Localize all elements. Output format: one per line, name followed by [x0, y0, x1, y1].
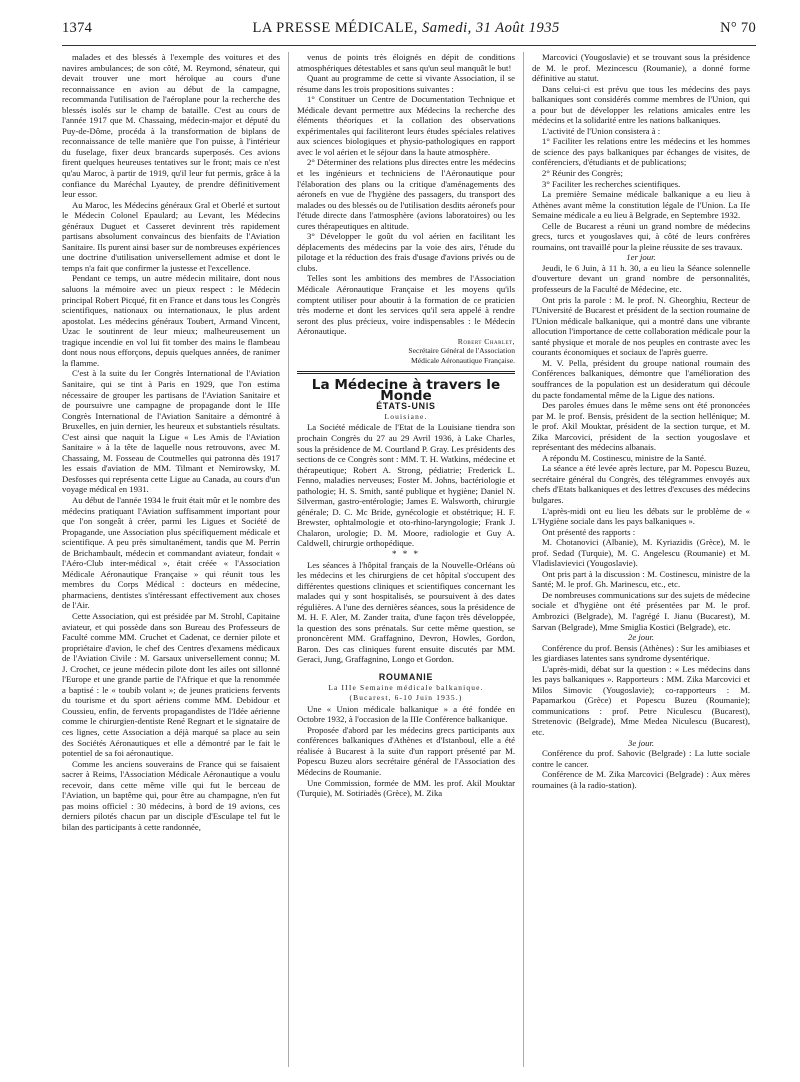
separator-stars: * * * [392, 549, 420, 560]
header-rule [62, 45, 756, 46]
paragraph: M. Chotanovici (Albanie), M. Kyriazidis (Grèce), M. le prof. Sedad (Turquie), M. C. Angelescu (Roumanie) et M. Vladislavievici (Yougoslavie). [532, 537, 750, 569]
day-heading: 2e jour. [627, 632, 655, 643]
paragraph: Proposée d'abord par les médecins grecs participants aux conférences balkaniques d'Athènes et d'Istanboul, elle a été réalisée à Bucarest à la suite d'un rapport présenté par M. Popescu Buzeu alors secrétaire général de l'Association des Médecins de Roumanie. [297, 724, 515, 777]
paragraph: Cette Association, qui est présidée par M. Strohl, Capitaine aviateur, et qui possède dans son Bureau des Professeurs de Faculté comme MM. Cruchet et Cadenat, ce dernier pilote et propriétaire d'avion, le chef des Centres d'examens médicaux de l'Aviation Civile : M. Garsaux universellement connu; M. J. Crochet, ce jeune médecin pilote dont les ailes ont sillonné l'Europe et une grande partie de l'Afrique et que la renommée a baptisé : le « toubib volant »; de jeunes praticiens fervents du tourisme et du sport aériens comme MM. Debidour et Coussieu, enfin, de fervents propagandistes de l'Idée aérienne comme le chirurgien-dentiste René Regnart et le signataire de ces lignes, cette Association a déjà marqué sa place au sein des Sociétés Aéronautiques et elle a démontré par le fait le potentiel de sa foi aéronautique. [62, 610, 280, 759]
paragraph: Dans celui-ci est prévu que tous les médecins des pays balkaniques sont considérés comme membres de l'Union, qui a pour but de développer les relations amicales entre les médecins et la solidarité entre les nations balkaniques. [532, 83, 750, 126]
signature-line: Secrétaire Général de l'Association [408, 346, 515, 356]
issue-date: Samedi, 31 Août 1935 [422, 20, 560, 36]
paragraph: Des paroles émues dans le même sens ont été prononcées par M. le prof. Bensis, président de la section hellénique; M. le prof. Akil Mouktar, président de la section turque, et M. Zika Marcovici, président de la section yougoslave et représentant des médecins albanais. [532, 400, 750, 453]
country-heading: ÉTATS-UNIS [376, 401, 436, 412]
paragraph: L'après-midi, débat sur la question : « Les médecins dans les pays balkaniques ». Rapporteurs : MM. Zika Marcovici et Milos Simovic (Yougoslavie); co-rapporteurs : M. Papamarkou (Grèce) et Popescu Buzeu (Roumanie); communications : prof. Petre Niculescu (Bucarest), Stretenovic (Belgrade), Mme Medea Niculescu (Bucarest), etc. [532, 663, 750, 737]
day-heading: 1er jour. [626, 252, 656, 263]
paragraph: Telles sont les ambitions des membres de l'Association Médicale Aéronautique Française et les moyens qu'ils comptent utiliser pour aboutir à la formation de ce praticien très moderne et dont les services qu'il sera appelé à rendre seront des plus précieux, voire indispensables : le Médecin Aéronautique. [297, 273, 515, 337]
column-3 [532, 52, 750, 1067]
paragraph: Pendant ce temps, un autre médecin militaire, dont nous saluons la mémoire avec un pieux respect : le Médecin principal Robert Picqué, fit en France et dans tous les Congrès scientifiques, nationaux ou internationaux, le plus ardent apostolat. Les médecins généraux Toubert, Armand Vincent, Uzac le soutinrent de leur mieux; malheureusement un tragique incendie en vol lui fit tomber des mains le flambeau dont nous nous efforçons, depuis quelques années, de ranimer la flamme. [62, 273, 280, 368]
section-rule [297, 371, 515, 374]
paragraph: L'après-midi ont eu lieu les débats sur le problème de « L'Hygiène sociale dans les pays balkaniques ». [532, 505, 750, 527]
paragraph: Comme les anciens souverains de France qui se faisaient sacrer à Reims, l'Association Médicale Aéronautique a voulu recevoir, dans cette même ville qui fut le berceau de l'Aviation, un baptême qui, pour être au champagne, n'en fut pas moins officiel : 30 médecins, à bord de 19 avions, ces derniers pilotés chacun par un disciple d'Esculape tel fut le bilan des participants à cette randonnée, [62, 758, 280, 832]
paragraph: Conférence du prof. Sahovic (Belgrade) : La lutte sociale contre le cancer. [532, 748, 750, 769]
paragraph: venus de points très éloignés en dépit de conditions atmosphériques détestables et sans qu'un seul manquât le but! [297, 52, 515, 73]
event-heading: La IIIe Semaine médicale balkanique. [328, 682, 484, 692]
paragraph: Ont présenté des rapports : [542, 526, 636, 537]
paragraph: malades et des blessés à l'exemple des voitures et des navires ambulances; de son côté, M. Reymond, sénateur, qui devait trouver une mort héroïque au cours d'une reconnaissance en avion au début de la campagne, recommanda l'utilisation de l'aéroplane pour la recherche des blessés isolés sur le champ de bataille. C'est au cours de l'année 1917 que M. Chassaing, médecin-major et député du Puy-de-Dôme, procéda à la transformation de biplans de reconnaissance de telle manière que l'on puisse, à l'intérieur du fuselage, fixer deux brancards superposés. Ces avions firent quelques heureuses tentatives sur le front; mais ce n'est qu'au Maroc, à partir de 1919, qu'il leur fut permis, grâce à la confiance du Maréchal Lyautey, de prendre définitivement leur essor. [62, 52, 280, 200]
column-1 [62, 52, 280, 1067]
country-heading: ROUMANIE [378, 672, 434, 683]
paragraph: Celle de Bucarest a réuni un grand nombre de médecins grecs, turcs et yougoslaves qui, à côté de leurs confrères roumains, ont travaillé pour la pleine réussite de ses travaux. [532, 220, 750, 252]
paragraph: Conférence du prof. Bensis (Athènes) : Sur les amibiases et les giardiases latentes sans syndrome dysentérique. [532, 642, 750, 664]
paragraph: M. V. Pella, président du groupe national roumain des Conférences balkaniques, démontre que l'amélioration des souffrances de la population est un desideratum qui découle du pacte fondamental même de la Ligue des nations. [532, 357, 750, 400]
paragraph: 1° Constituer un Centre de Documentation Technique et Médicale devant permettre aux Médecins la recherche des éléments théoriques et la collation des observations expérimentales qui faciliteront leurs études spéciales relatives aux sciences biologiques et physio-pathologiques en rapport avec le vol aérien et le séjour dans la haute atmosphère. [297, 94, 515, 157]
section-title: La Médecine à travers le Monde [311, 377, 501, 404]
paragraph: L'activité de l'Union consistera à : [542, 125, 661, 136]
page-number: 1374 [62, 20, 93, 36]
paragraph: 1° Faciliter les relations entre les médecins et les hommes de science des pays balkaniques par échanges de visites, de conférenciers, d'étudiants et de publications; [532, 136, 750, 168]
signature-line: Médicale Aéronautique Française. [411, 355, 515, 365]
paragraph: Les séances à l'hôpital français de la Nouvelle-Orléans où les médecins et les chirurgiens de cet hôpital s'occupent des différentes questions cliniques et scientifiques concernant les malades qui y sont hospitalisés, se poursuivent à des dates régulières. A l'une des dernières séances, sous la présidence de M. H. F. Aler, M. Zander traita, d'une façon très développée, la question des sons prénatals. Sur cette même question, se prononcèrent MM. Graffagnino, Devron, Howles, Gordon, Baron. Des cas cliniques furent ensuite discutés par MM. Geraci, Jung, Graffagnino, Longo et Gordon. [297, 559, 515, 665]
paragraph: Conférence de M. Zika Marcovici (Belgrade) : Aux mères roumaines (à la radio-station). [532, 769, 750, 790]
column-2 [297, 52, 515, 1067]
paragraph: Au début de l'année 1934 le fruit était mûr et le nombre des médecins pratiquant l'Aviation suffisamment important pour que l'on songeât à créer, parmi les Ligues et Société de Propagande, une Association plus spécifiquement médicale et scientifique. A peu près simultanément, tandis que M. Perrin de Brichambault, médecin et commandant aviateur, fondait « l'Aéro-Club inter-médical », était créée « l'Association Médicale Aéronautique Française » qui réunit tous les membres du Corps Médical : docteurs en médecine, pharmaciens, dentistes s'intéressant effectivement aux choses de l'Air. [62, 494, 280, 611]
paragraph: De nombreuses communications sur des sujets de médecine sociale et d'hygiène ont été présentées par M. le prof. Ambrozici (Belgrade), M. l'agrégé I. Jianu (Bucarest), M. Sarvan (Belgrade), Mme Smiglia Kostici (Belgrade), etc. [532, 589, 750, 632]
paragraph: La Société médicale de l'Etat de la Louisiane tiendra son prochain Congrès du 27 au 29 Avril 1936, à Lake Charles, sous la présidence de M. Courtland P. Gray. Les présidents des sections de ce Congrès sont : MM. T. H. Watkins, médecine et thérapeutique; Robert A. Strong, pédiatrie; Frederick L. Fenno, maladies nerveuses; Foster M. Johns, bactériologie et pathologie; H. S. Smith, santé publique et hygiène; Daniel N. Silverman, gastro-entérologie; James E. Walsworth, chirurgie générale; D. C. Mc Bride, gynécologie et obstétrique; H. F. Brewster, ophtalmologie et oto-rhino-laryngologie; Frank J. Chalaron, urologie; D. M. Moore, radiologie et Guy A. Caldwell, chirurgie orthopédique. [297, 422, 515, 549]
journal-title: LA PRESSE MÉDICALE, [252, 20, 418, 36]
paragraph: Marcovici (Yougoslavie) et se trouvant sous la présidence de M. le prof. Mezincescu (Roumanie), a donné forme définitive au statut. [532, 52, 750, 84]
paragraph: 3° Développer le goût du vol aérien en facilitant les déplacements des médecins par la voie des airs, l'étude du pilotage et la réduction des frais d'usage d'avions privés ou de clubs. [297, 231, 515, 273]
paragraph: 2° Réunir des Congrès; [542, 168, 623, 179]
region-heading: Louisiane. [384, 411, 428, 421]
issue-number: N° 70 [720, 20, 756, 36]
paragraph: Ont pris la parole : M. le prof. N. Gheorghiu, Recteur de l'Université de Bucarest et président de la section roumaine de l'Union médicale balkanique, qui a montré dans une vibrante allocution l'importance de cette collaboration médicale pour la santé physique et morale de nos peuples en contraste avec les courants économiques et sociaux de l'après guerre. [532, 294, 750, 358]
paragraph: A répondu M. Costinescu, ministre de la Santé. [542, 452, 707, 463]
paragraph: Quant au programme de cette si vivante Association, il se résume dans les trois propositions suivantes : [297, 73, 515, 94]
column-divider [523, 52, 524, 1067]
paragraph: La séance a été levée après lecture, par M. Popescu Buzeu, secrétaire général du Congrès, des télégrammes envoyés aux chefs d'Etats balkaniques et des lettres d'excuses des médecins bulgares. [532, 463, 750, 505]
paragraph: Ont pris part à la discussion : M. Costinescu, ministre de la Santé; M. le prof. Gh. Marinescu, etc., etc. [532, 568, 750, 590]
day-heading: 3e jour. [627, 737, 655, 748]
page-header [62, 20, 756, 42]
column-divider [288, 52, 289, 1067]
paragraph: Jeudi, le 6 Juin, à 11 h. 30, a eu lieu la Séance solennelle d'ouverture devant un grand nombre de personnalités, professeurs de la Faculté de Médecine, etc. [532, 262, 750, 295]
paragraph: C'est à la suite du Ier Congrès International de l'Aviation Sanitaire, qui se tint à Paris en 1929, que l'on estima nécessaire de grouper les partisans de l'Aviation Sanitaire et de poursuivre une campagne de propagande dont le IIIe Congrès International de l'Aviation Sanitaire a démontré à Bruxelles, en juin dernier, les heureux et substantiels résultats. C'est ainsi que naquit la Ligue « Les Amis de l'Aviation Sanitaire » à la tête de laquelle nous retrouvons, avec M. Chassaing, M. Fosseau de Coutmelles qui patronna dès 1917 les essais d'aviation de MM. Tilmant et Nemirowsky, M. Desfosses qui représenta cette Ligue au Canada, au cours d'un voyage médical en 1931. [62, 368, 280, 495]
paragraph: 2° Déterminer des relations plus directes entre les médecins et les ingénieurs et techniciens de l'Aéronautique pour l'élaboration des plans ou la critique d'aménagements des aéronefs en vue de l'hygiène des passagers, du transport des malades ou des blessés ou de l'utilisation desdits aéronefs pour l'étude directe dans l'atmosphère (avions laboratoires) ou les cures thérapeutiques en altitude. [297, 157, 515, 231]
paragraph: Une « Union médicale balkanique » a été fondée en Octobre 1932, à l'occasion de la IIIe Conférence balkanique. [297, 703, 515, 725]
paragraph: 3° Faciliter les recherches scientifiques. [542, 178, 681, 189]
paragraph: Une Commission, formée de MM. les prof. Akil Mouktar (Turquie), M. Sotiriadès (Grèce), M. Zika [297, 777, 515, 799]
paragraph: Au Maroc, les Médecins généraux Gral et Oberlé et surtout le Médecin Colonel Epaulard; au Levant, les Médecins généraux Duguet et Casseret devinrent très rapidement partisans absolument convaincus des bienfaits de l'Aviation Sanitaire. Ils purent ainsi baser sur de nombreuses expériences une doctrine d'utilisation universellement admise et dont le temps n'a fait que confirmer la justesse et l'excellence. [62, 199, 280, 273]
event-dates: (Bucarest, 6-10 Juin 1935.) [349, 693, 463, 703]
journal-title-line [252, 20, 559, 37]
signature-name: Robert Charlet, [457, 336, 515, 346]
paragraph: La première Semaine médicale balkanique a eu lieu à Athènes avant même la constitution légale de l'Union. La IIe Semaine médicale a eu lieu à Belgrade, en Septembre 1932. [532, 189, 750, 221]
